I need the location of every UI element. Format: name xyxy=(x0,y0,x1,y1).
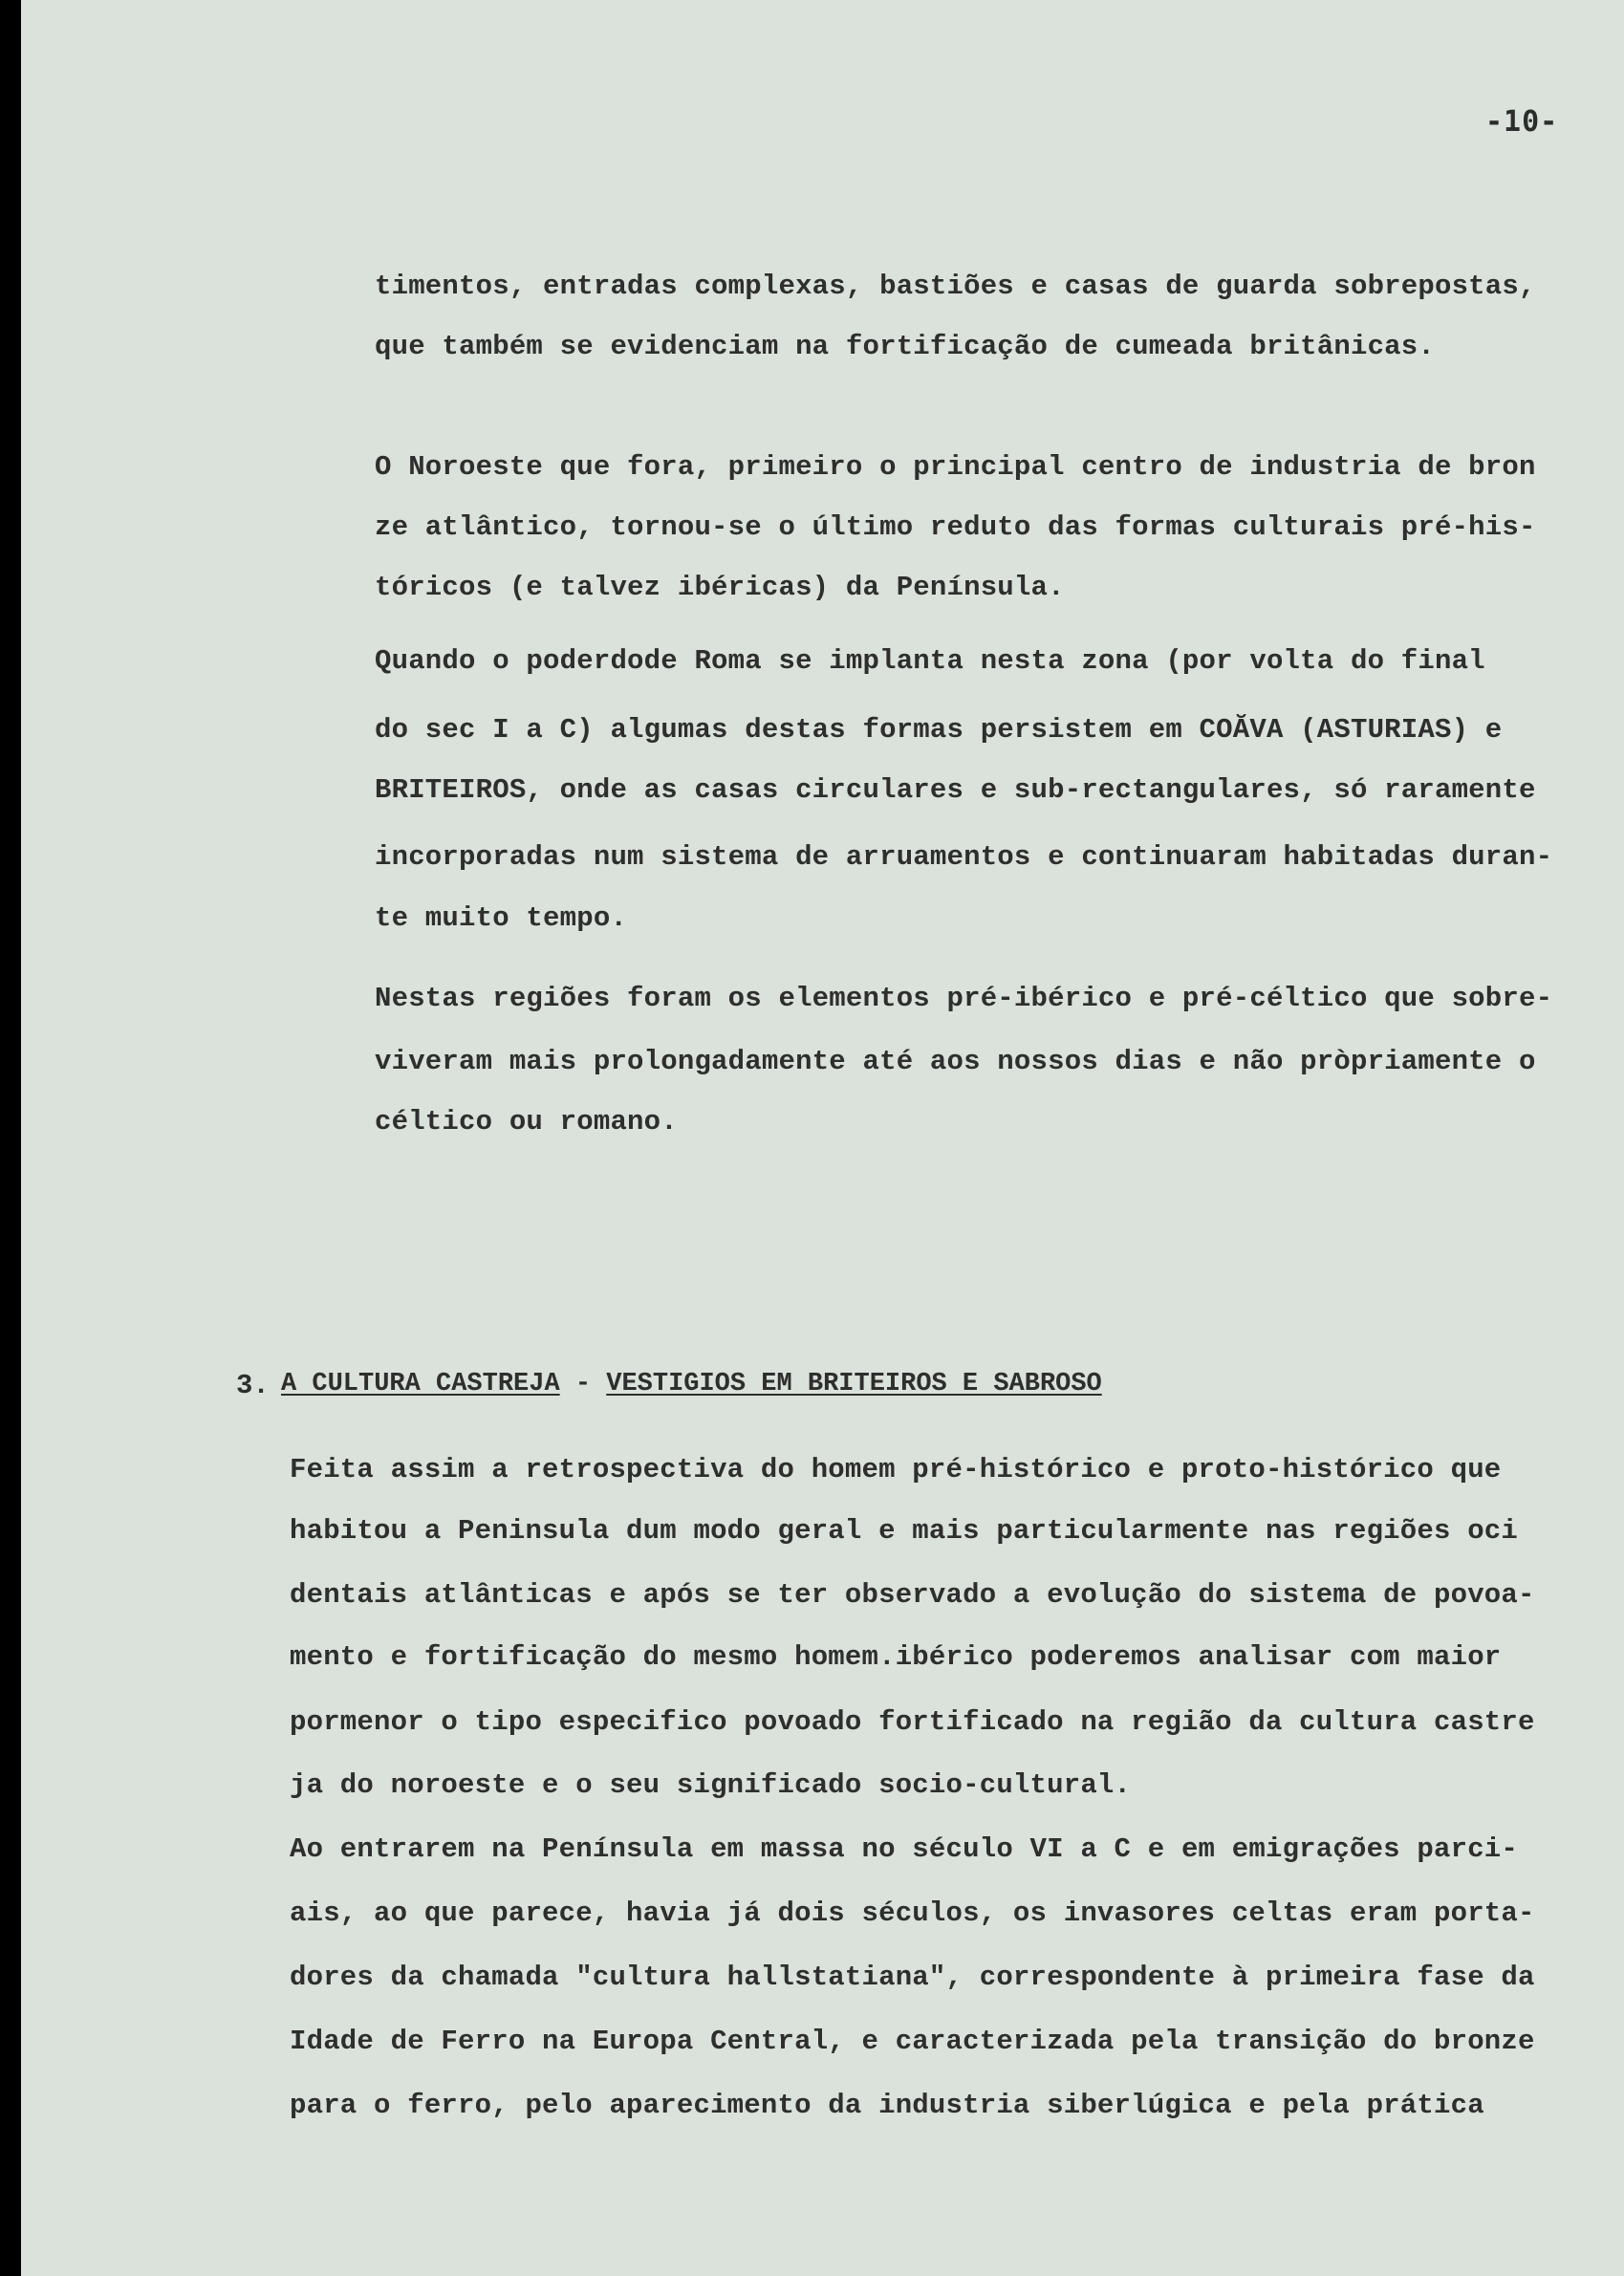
text-line: viveram mais prolongadamente até aos nossos dias e não pròpriamente o xyxy=(375,1046,1536,1077)
section-title-part2: VESTIGIOS EM BRITEIROS E SABROSO xyxy=(606,1370,1102,1398)
text-line: Idade de Ferro na Europa Central, e caracterizada pela transição do bronze xyxy=(290,2026,1535,2057)
text-line: pormenor o tipo especifico povoado fortificado na região da cultura castre xyxy=(290,1706,1535,1738)
text-line: te muito tempo. xyxy=(375,902,628,934)
text-line: para o ferro, pelo aparecimento da industria siberlúgica e pela prática xyxy=(290,2090,1484,2121)
text-line: dentais atlânticas e após se ter observado a evolução do sistema de povoa- xyxy=(290,1579,1535,1611)
section-title-part1: A CULTURA CASTREJA xyxy=(281,1370,560,1398)
text-line: O Noroeste que fora, primeiro o principal centro de industria de bron xyxy=(375,451,1536,483)
text-line: Feita assim a retrospectiva do homem pré-histórico e proto-histórico que xyxy=(290,1454,1502,1485)
document-page xyxy=(21,0,1624,2276)
section-number: 3. xyxy=(236,1370,270,1401)
text-line: ja do noroeste e o seu significado socio-cultural. xyxy=(290,1769,1132,1801)
text-line: dores da chamada "cultura hallstatiana", correspondente à primeira fase da xyxy=(290,1962,1535,1993)
text-line: tóricos (e talvez ibéricas) da Península. xyxy=(375,572,1065,603)
text-line: que também se evidenciam na fortificação de cumeada britânicas. xyxy=(375,331,1435,362)
section-title-separator: - xyxy=(574,1370,592,1398)
text-line: ze atlântico, tornou-se o último reduto das formas culturais pré-his- xyxy=(375,511,1536,543)
text-line: céltico ou romano. xyxy=(375,1106,678,1138)
text-line: Ao entrarem na Península em massa no século VI a C e em emigrações parci- xyxy=(290,1833,1519,1865)
section-heading xyxy=(281,1370,1102,1398)
text-line: Nestas regiões foram os elementos pré-ibérico e pré-céltico que sobre- xyxy=(375,983,1553,1014)
text-line: habitou a Peninsula dum modo geral e mais particularmente nas regiões oci xyxy=(290,1515,1519,1547)
text-line: Quando o poderdode Roma se implanta nesta zona (por volta do final xyxy=(375,645,1485,677)
page-number: -10- xyxy=(1485,105,1559,139)
text-line: mento e fortificação do mesmo homem.ibérico poderemos analisar com maior xyxy=(290,1641,1502,1673)
text-line: do sec I a C) algumas destas formas persistem em COĂVA (ASTURIAS) e xyxy=(375,714,1503,746)
text-line: incorporadas num sistema de arruamentos e continuaram habitadas duran- xyxy=(375,841,1553,873)
text-line: ais, ao que parece, havia já dois séculos, os invasores celtas eram porta- xyxy=(290,1897,1535,1929)
text-line: timentos, entradas complexas, bastiões e casas de guarda sobrepostas, xyxy=(375,271,1536,302)
text-line: BRITEIROS, onde as casas circulares e sub-rectangulares, só raramente xyxy=(375,774,1536,806)
